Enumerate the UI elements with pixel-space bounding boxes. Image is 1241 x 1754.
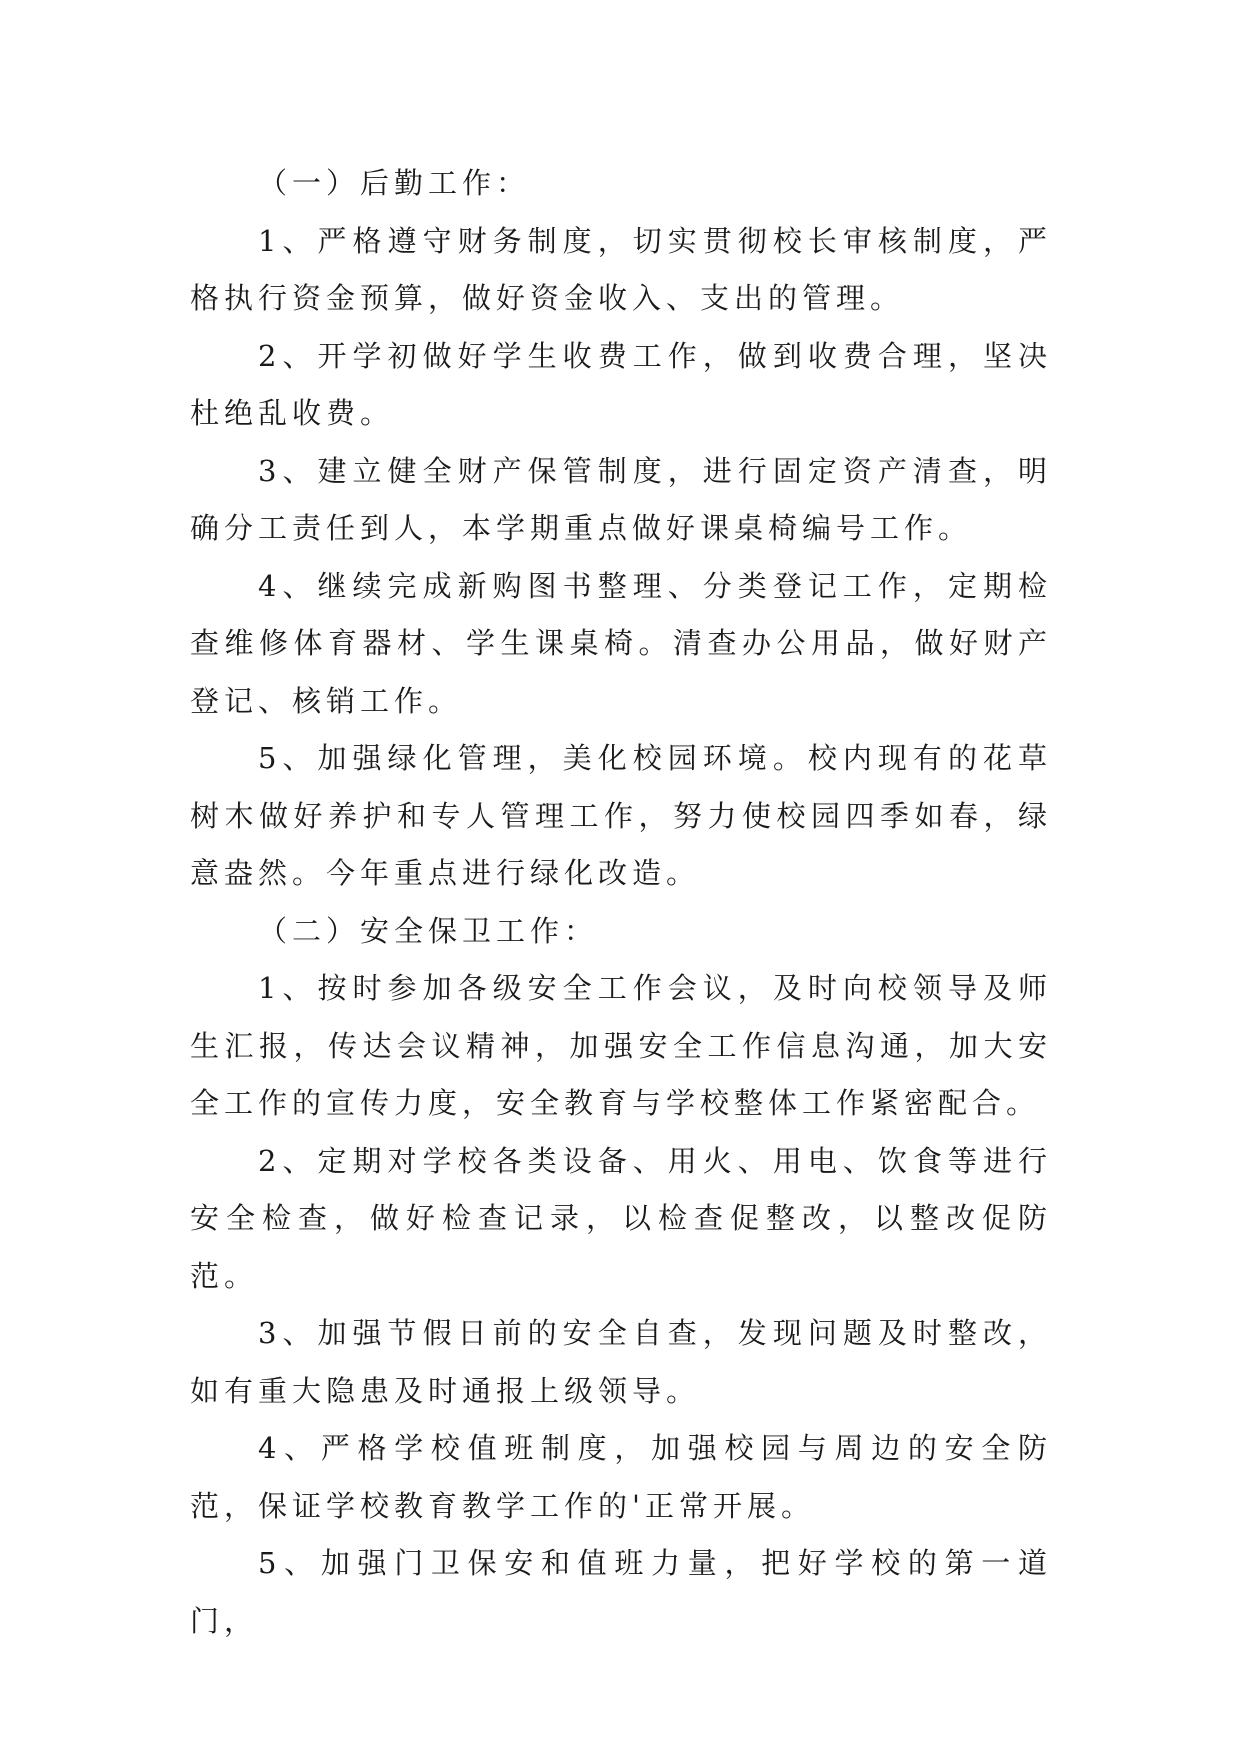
paragraph: 2、开学初做好学生收费工作，做到收费合理，坚决杜绝乱收费。 <box>190 338 1052 430</box>
section-heading-logistics: （一）后勤工作： <box>258 166 531 200</box>
paragraph: 4、严格学校值班制度，加强校园与周边的安全防范，保证学校教育教学工作的'正常开展。 <box>190 1431 1052 1523</box>
paragraph: 5、加强绿化管理，美化校园环境。校内现有的花草树木做好养护和专人管理工作，努力使校园四季如春，绿意盎然。今年重点进行绿化改造。 <box>190 741 1052 890</box>
paragraph: 3、建立健全财产保管制度，进行固定资产清查，明确分工责任到人，本学期重点做好课桌椅编号工作。 <box>190 453 1052 545</box>
paragraph: 5、加强门卫保安和值班力量，把好学校的第一道门， <box>190 1546 1052 1638</box>
paragraph: 2、定期对学校各类设备、用火、用电、饮食等进行安全检查，做好检查记录，以检查促整改，以整改促防范。 <box>190 1143 1052 1293</box>
paragraph: 3、加强节假日前的安全自查，发现问题及时整改，如有重大隐患及时通报上级领导。 <box>190 1316 1052 1408</box>
paragraph: 1、严格遵守财务制度，切实贯彻校长审核制度，严格执行资金预算，做好资金收入、支出的管理。 <box>190 223 1052 315</box>
paragraph: 1、按时参加各级安全工作会议，及时向校领导及师生汇报，传达会议精神，加强安全工作信息沟通，加大安全工作的宣传力度，安全教育与学校整体工作紧密配合。 <box>190 971 1052 1120</box>
document-body <box>190 155 1052 1650</box>
paragraph: 4、继续完成新购图书整理、分类登记工作，定期检查维修体育器材、学生课桌椅。清查办公用品，做好财产登记、核销工作。 <box>190 568 1052 718</box>
section-heading-security: （二）安全保卫工作： <box>258 913 599 948</box>
